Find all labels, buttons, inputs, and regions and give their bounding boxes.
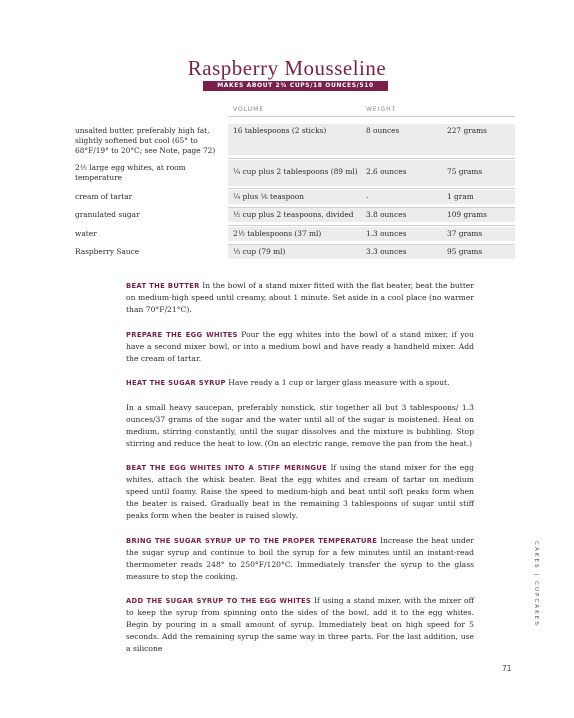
section-side-label: CAKES | CUPCAKES xyxy=(533,541,539,627)
ingredient-weight-g: 37 grams xyxy=(447,229,483,238)
table-row xyxy=(75,208,515,222)
step-heading: BEAT THE EGG WHITES INTO A STIFF MERINGUE xyxy=(126,464,328,472)
step-saucepan xyxy=(126,402,474,450)
header-rule xyxy=(228,116,515,117)
step-prepare-egg-whites xyxy=(126,329,474,365)
yield-banner: MAKES ABOUT 2¾ CUPS/18 OUNCES/510 GRAMS xyxy=(203,81,388,91)
table-row xyxy=(75,160,515,186)
ingredient-name: Raspberry Sauce xyxy=(75,247,140,256)
ingredient-volume: 16 tablespoons (2 sticks) xyxy=(233,126,327,135)
step-beat-butter xyxy=(126,280,474,316)
ingredient-name: cream of tartar xyxy=(75,192,133,201)
ingredient-weight-oz: 2.6 ounces xyxy=(366,167,407,176)
ingredient-name: water xyxy=(75,229,97,238)
step-heading: BRING THE SUGAR SYRUP UP TO THE PROPER TEMPERATURE xyxy=(126,536,378,545)
ingredient-weight-g: 227 grams xyxy=(447,126,487,135)
table-row xyxy=(75,190,515,204)
ingredient-name: granulated sugar xyxy=(75,210,140,219)
ingredient-weight-oz: 3.8 ounces xyxy=(366,210,407,219)
step-heading: BEAT THE BUTTER xyxy=(126,282,200,290)
ingredient-weight-oz: . xyxy=(366,191,369,200)
step-text: If using a stand mixer, with the mixer off to keep the syrup from spinning onto the sides of the bowl, add it to the egg whites. Begin by pouring in a small amount of syrup. Immediately beat on high speed for 5 seconds. Add the remaining syrup the same way in three parts. For the last addition, use a silicone xyxy=(126,596,474,653)
step-text: Increase the heat under the sugar syrup and continue to boil the syrup for a few minutes until an instant-read thermometer reads 248° to 250°F/120°C. Immediately transfer the syrup to the glass measure to stop the cooking. xyxy=(126,535,474,581)
step-text: If using the stand mixer for the egg whites, attach the whisk beater. Beat the egg whites and cream of tartar on medium speed until foamy. Raise the speed to medium-high and beat until soft peaks form when the beater is raised. Gradually beat in the remaining 3 tablespoons of sugar until stiff peaks form when the beater is raised slowly. xyxy=(126,463,474,520)
ingredient-weight-g: 1 gram xyxy=(447,192,474,201)
recipe-title: Raspberry Mousseline xyxy=(187,56,387,80)
ingredient-volume: 2½ tablespoons (37 ml) xyxy=(233,229,322,238)
step-heat-syrup xyxy=(126,377,474,389)
step-text: In a small heavy saucepan, preferably nonstick, stir together all but 3 tablespoons/ 1.3 ounces/37 grams of the sugar and the water until all of the sugar is moistened. Heat on medium, stirring constantly, until the sugar dissolves and the mixture is bubbling. Stop stirring and reduce the heat to low. (On an electric range, remove the pan from the heat.) xyxy=(126,402,474,448)
table-row xyxy=(75,124,515,155)
ingredient-weight-oz: 8 ounces xyxy=(366,126,400,135)
step-text: Have ready a 1 cup or larger glass measure with a spout. xyxy=(228,378,450,387)
ingredient-volume: ⅓ cup (79 ml) xyxy=(233,247,286,256)
step-heading: PREPARE THE EGG WHITES xyxy=(126,330,238,339)
step-text: In the bowl of a stand mixer fitted with the flat beater, beat the butter on medium-high speed until creamy, about 1 minute. Set aside in a cool place (no warmer than 70°F/21°C). xyxy=(126,281,474,314)
table-row xyxy=(75,227,515,241)
ingredient-volume: ½ cup plus 2 teaspoons, divided xyxy=(233,210,354,219)
ingredient-volume: ¼ cup plus 2 tablespoons (89 ml) xyxy=(233,167,358,176)
step-stiff-meringue xyxy=(126,462,474,522)
ingredient-weight-g: 109 grams xyxy=(447,210,487,219)
step-syrup-temperature xyxy=(126,535,474,583)
step-text: Pour the egg whites into the bowl of a stand mixer, if you have a second mixer bowl, or into a medium bowl and have ready a handheld mixer. Add the cream of tartar. xyxy=(126,329,474,363)
page-number: 71 xyxy=(502,664,512,673)
table-row xyxy=(75,245,515,259)
row-rule xyxy=(228,188,515,189)
ingredient-weight-g: 75 grams xyxy=(447,167,483,176)
recipe-steps xyxy=(126,280,474,668)
ingredient-weight-oz: 3.3 ounces xyxy=(366,247,407,256)
step-heading: HEAT THE SUGAR SYRUP xyxy=(126,379,226,387)
column-header-volume: VOLUME xyxy=(233,106,265,113)
row-rule xyxy=(228,158,515,159)
ingredient-name: 2½ large egg whites, at room temperature xyxy=(75,163,186,182)
row-rule xyxy=(228,225,515,226)
ingredient-weight-g: 95 grams xyxy=(447,247,483,256)
ingredient-name: unsalted butter, preferably high fat, slightly softened but cool (65° to 68°F/19° to 20°C; see Note, page 72) xyxy=(75,126,216,155)
step-heading: ADD THE SUGAR SYRUP TO THE EGG WHITES xyxy=(126,597,312,605)
ingredient-volume: ¼ plus ⅙ teaspoon xyxy=(233,192,304,201)
step-add-syrup xyxy=(126,595,474,655)
column-header-weight: WEIGHT xyxy=(366,106,397,113)
ingredient-weight-oz: 1.3 ounces xyxy=(366,229,407,238)
